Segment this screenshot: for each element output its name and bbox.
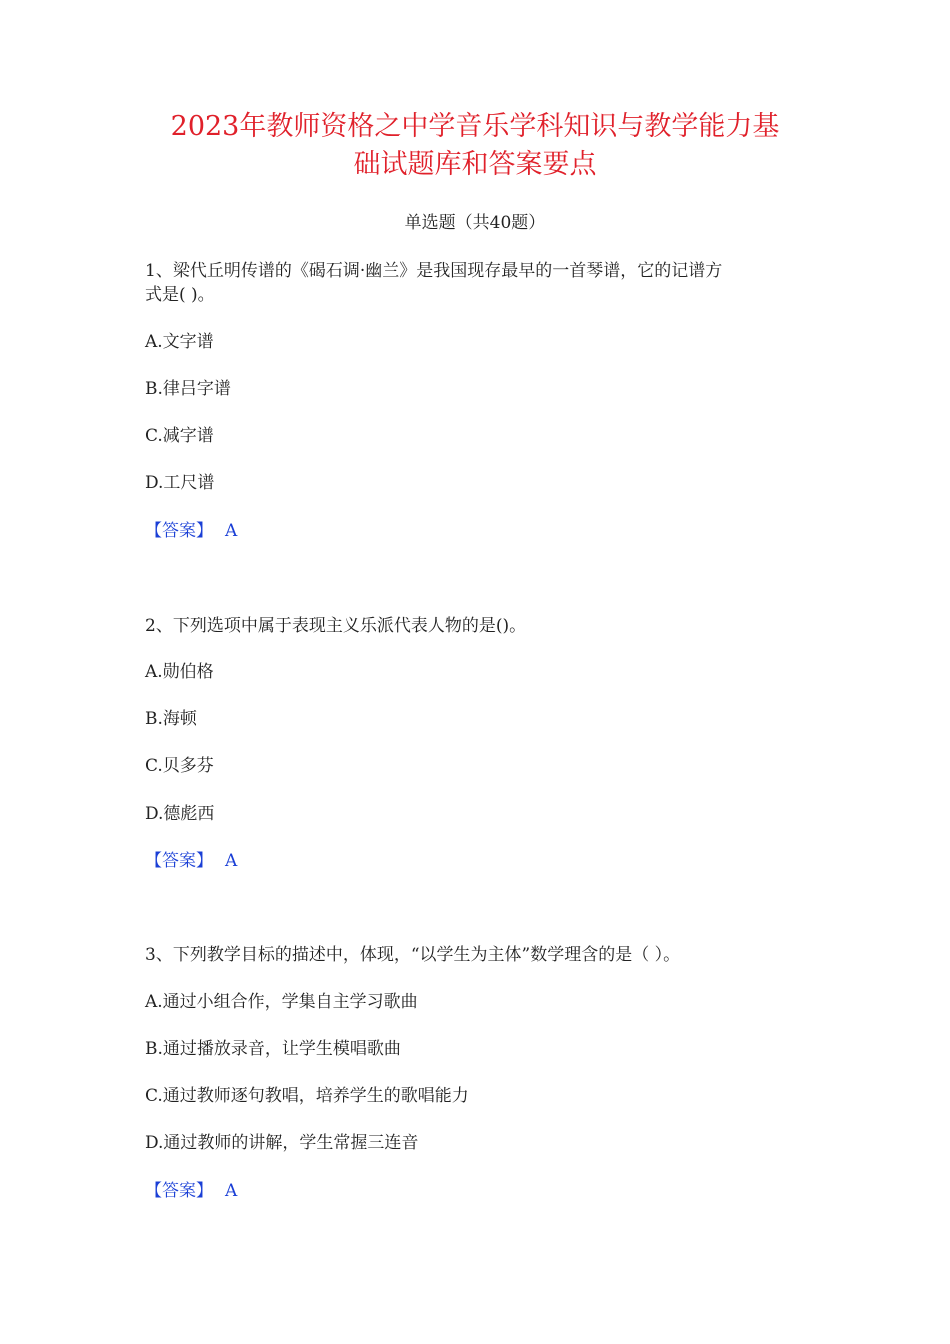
question-2-option-c: C.贝多芬 xyxy=(145,756,214,776)
document-title-line-1: 2023年教师资格之中学音乐学科知识与教学能力基 xyxy=(170,111,780,142)
answer-label: 【答案】 xyxy=(145,1181,213,1201)
question-2-option-d: D.德彪西 xyxy=(145,804,215,824)
question-1-stem-line-1: 1、梁代丘明传谱的《碣石调·幽兰》是我国现存最早的一首琴谱，它的记谱方 xyxy=(145,261,723,281)
answer-value: A xyxy=(225,851,238,871)
question-1-option-a: A.文字谱 xyxy=(145,332,214,352)
question-2-answer xyxy=(145,849,237,873)
question-1-answer xyxy=(145,519,237,543)
question-1-option-d: D.工尺谱 xyxy=(145,473,215,493)
document-title xyxy=(0,108,950,184)
question-3-option-d: D.通过教师的讲解，学生常握三连音 xyxy=(145,1133,419,1153)
question-1-stem-line-2: 式是( )。 xyxy=(145,285,215,305)
answer-value: A xyxy=(225,1181,238,1201)
question-2-option-a: A.勋伯格 xyxy=(145,662,214,682)
question-3-stem: 3、下列教学目标的描述中，体现，“以学生为主体”数学理含的是（ ）。 xyxy=(145,945,681,965)
question-2-option-b: B.海顿 xyxy=(145,709,197,729)
question-2-stem: 2、下列选项中属于表现主义乐派代表人物的是()。 xyxy=(145,616,527,636)
document-title-line-2: 础试题库和答案要点 xyxy=(353,149,597,180)
question-1-option-b: B.律吕字谱 xyxy=(145,379,231,399)
question-1-option-c: C.减字谱 xyxy=(145,426,214,446)
question-3-option-c: C.通过教师逐句教唱，培养学生的歌唱能力 xyxy=(145,1086,469,1106)
question-3-option-b: B.通过播放录音，让学生模唱歌曲 xyxy=(145,1039,401,1059)
question-3-option-a: A.通过小组合作，学集自主学习歌曲 xyxy=(145,992,418,1012)
answer-label: 【答案】 xyxy=(145,851,213,871)
question-3-answer xyxy=(145,1179,237,1203)
answer-value: A xyxy=(225,521,238,541)
section-heading: 单选题（共40题） xyxy=(404,213,546,233)
answer-label: 【答案】 xyxy=(145,521,213,541)
